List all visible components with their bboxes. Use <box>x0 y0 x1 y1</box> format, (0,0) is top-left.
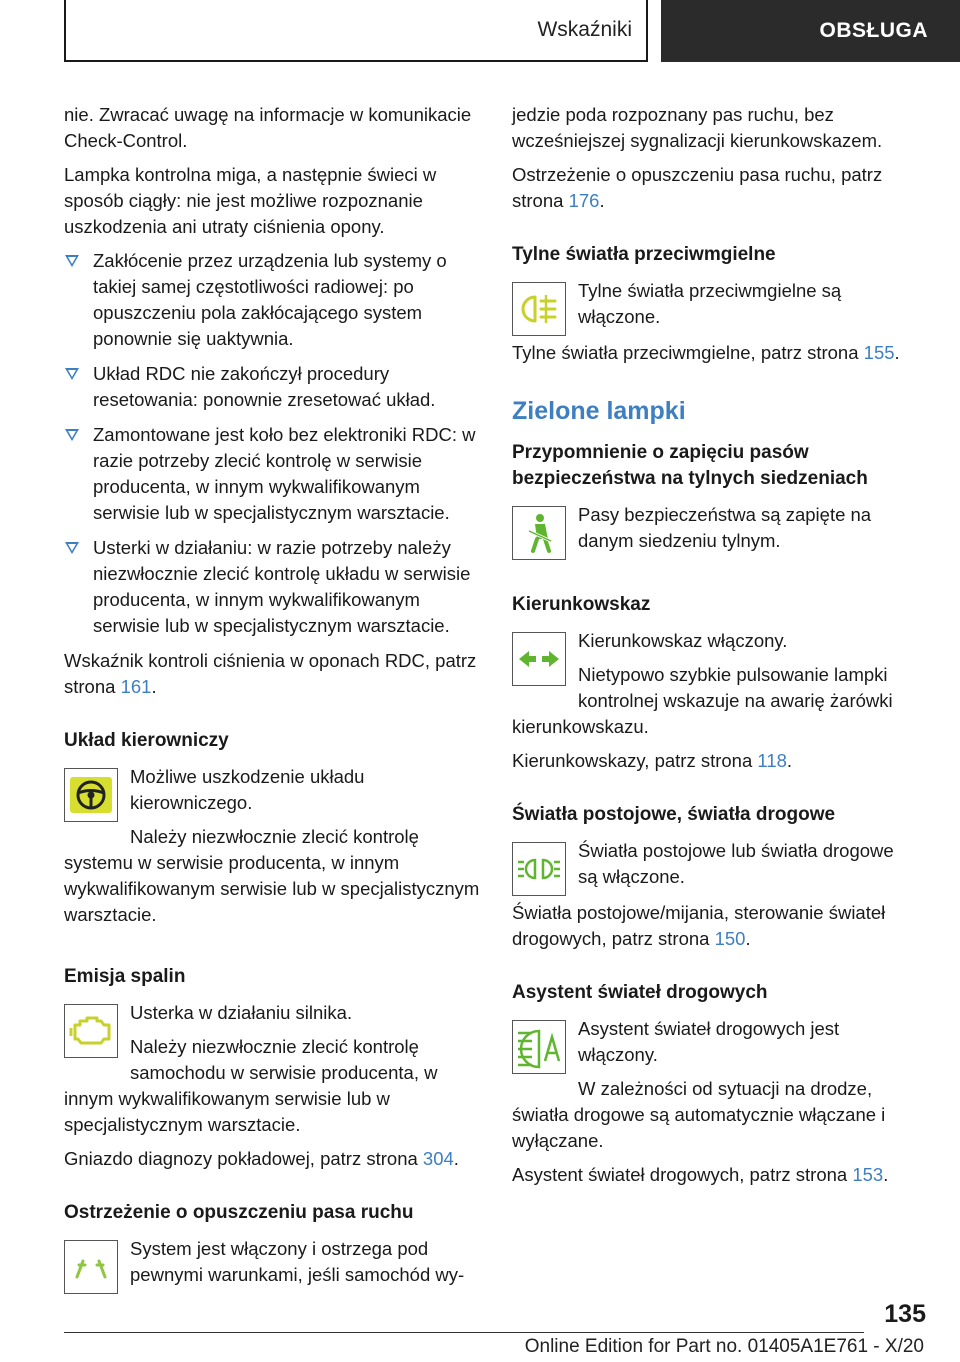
parking-lights-block <box>512 838 912 900</box>
bullet-item: Układ RDC nie zakończył procedury resetowania: ponownie zresetować układ. <box>64 361 482 413</box>
triangle-bullet-icon <box>65 429 79 441</box>
parking-lights-icon <box>512 842 566 896</box>
footer-edition: Online Edition for Part no. 01405A1E761 - X/20 <box>524 1336 924 1357</box>
high-beam-assist-reference: Asystent świateł drogowych, patrz strona 153. <box>512 1164 889 1185</box>
high-beam-assist-text-1: Asystent świateł drogowych jest włączony. <box>578 1018 840 1065</box>
emission-text-1: Usterka w działaniu silnika. <box>130 1002 353 1023</box>
steering-block <box>64 764 482 936</box>
footer-divider <box>64 1332 864 1333</box>
high-beam-assist-block <box>512 1016 912 1162</box>
bullet-item: Zakłócenie przez urządzenia lub systemy o takiej samej częstotliwości radiowej: po opuszczeniu pola zakłócającego system ponownie się uaktywnia. <box>64 248 482 352</box>
seatbelt-icon <box>512 506 566 560</box>
steering-text-2: Należy niezwłocznie zlecić kontrolę systemu w serwisie producenta, w innym wykwalifikowanym serwisie lub w specjalistycznym warsztacie. <box>64 826 480 925</box>
steering-heading: Układ kierowniczy <box>64 730 229 751</box>
rdc-reference: Wskaźnik kontroli ciśnienia w oponach RDC, patrz strona 161. <box>64 650 477 697</box>
parking-lights-heading: Światła postojowe, światła drogowe <box>512 804 836 825</box>
fog-reference: Tylne światła przeciwmgielne, patrz strona 155. <box>512 342 900 363</box>
tpms-continued-text: nie. Zwracać uwagę na informacje w komunikacie Check-Control. <box>64 104 472 151</box>
triangle-bullet-icon <box>65 255 79 267</box>
page-link-304[interactable]: 304 <box>422 1148 454 1169</box>
fog-block <box>512 278 912 340</box>
steering-warning-icon <box>64 768 118 822</box>
triangle-bullet-icon <box>65 368 79 380</box>
high-beam-assist-icon <box>512 1020 566 1074</box>
green-lamps-heading: Zielone lampki <box>512 397 686 425</box>
high-beam-assist-heading: Asystent świateł drogowych <box>512 982 768 1003</box>
engine-check-icon <box>64 1004 118 1058</box>
emission-heading: Emisja spalin <box>64 966 186 987</box>
turn-signal-arrows-icon <box>512 632 566 686</box>
page-link-155[interactable]: 155 <box>863 342 895 363</box>
tpms-bullet-list <box>64 248 482 639</box>
page-number: 135 <box>884 1300 926 1328</box>
obd-reference: Gniazdo diagnozy pokładowej, patrz strona 304. <box>64 1148 459 1169</box>
turn-signal-heading: Kierunkowskaz <box>512 594 651 615</box>
parking-lights-reference: Światła postojowe/mijania, sterowanie świateł drogowych, patrz strona 150. <box>512 902 886 949</box>
belt-heading: Przypomnienie o zapięciu pasów bezpieczeństwa na tylnych siedzeniach <box>512 442 868 489</box>
belt-text: Pasy bezpieczeństwa są zapięte na danym siedzeniu tylnym. <box>578 504 872 551</box>
page-link-153[interactable]: 153 <box>852 1164 884 1185</box>
header-section-title: Wskaźniki <box>64 0 648 62</box>
bullet-item: Usterki w działaniu: w razie potrzeby należy niezwłocznie zlecić kontrolę układu w serwisie producenta, w innym wykwalifikowanym serwisie lub w specjalistycznym warsztacie. <box>64 535 482 639</box>
header-chapter-tab[interactable]: OBSŁUGA <box>661 0 960 62</box>
page-link-150[interactable]: 150 <box>714 928 746 949</box>
rear-fog-light-icon <box>512 282 566 336</box>
turn-signal-reference: Kierunkowskazy, patrz strona 118. <box>512 750 793 771</box>
lane-warning-block <box>64 1236 482 1298</box>
emission-text-2: Należy niezwłocznie zlecić kontrolę samochodu w serwisie producenta, w innym wykwalifikowanym serwisie lub w specjalistycznym warsztacie. <box>64 1036 438 1135</box>
lane-reference: Ostrzeżenie o opuszczeniu pasa ruchu, patrz strona 176. <box>512 164 883 211</box>
turn-signal-text-2: Nietypowo szybkie pulsowanie lampki kontrolnej wskazuje na awarię żarówki kierunkowskazu. <box>512 664 893 737</box>
fog-text: Tylne światła przeciwmgielne są włączone. <box>578 280 842 327</box>
emission-block <box>64 1000 482 1146</box>
lane-departure-icon <box>64 1240 118 1294</box>
lane-warning-heading: Ostrzeżenie o opuszczeniu pasa ruchu <box>64 1202 414 1223</box>
page-link-161[interactable]: 161 <box>120 676 152 697</box>
turn-signal-text-1: Kierunkowskaz włączony. <box>578 630 788 651</box>
parking-lights-text: Światła postojowe lub światła drogowe są włączone. <box>578 840 894 887</box>
fog-heading: Tylne światła przeciwmgielne <box>512 244 776 265</box>
steering-text-1: Możliwe uszkodzenie układu kierowniczego. <box>130 766 365 813</box>
page-link-118[interactable]: 118 <box>757 750 787 771</box>
lane-continued-text: jedzie poda rozpoznany pas ruchu, bez wcześniejszej sygnalizacji kierunkowskazem. <box>512 104 883 151</box>
high-beam-assist-text-2: W zależności od sytuacji na drodze, światła drogowe są automatycznie włączane i wyłączane. <box>512 1078 886 1151</box>
belt-block <box>512 502 912 564</box>
tpms-flashing-text: Lampka kontrolna miga, a następnie świeci w sposób ciągły: nie jest możliwe rozpoznanie uszkodzenia ani utraty ciśnienia opony. <box>64 164 437 237</box>
right-column <box>512 102 912 1196</box>
lane-warning-text: System jest włączony i ostrzega pod pewnymi warunkami, jeśli samochód wy- <box>130 1238 465 1285</box>
turn-signal-block <box>512 628 912 748</box>
page-link-176[interactable]: 176 <box>568 190 600 211</box>
bullet-item: Zamontowane jest koło bez elektroniki RDC: w razie potrzeby zlecić kontrolę w serwisie producenta, w innym wykwalifikowanym serwisie lub w specjalistycznym warsztacie. <box>64 422 482 526</box>
left-column <box>64 102 482 1298</box>
triangle-bullet-icon <box>65 542 79 554</box>
